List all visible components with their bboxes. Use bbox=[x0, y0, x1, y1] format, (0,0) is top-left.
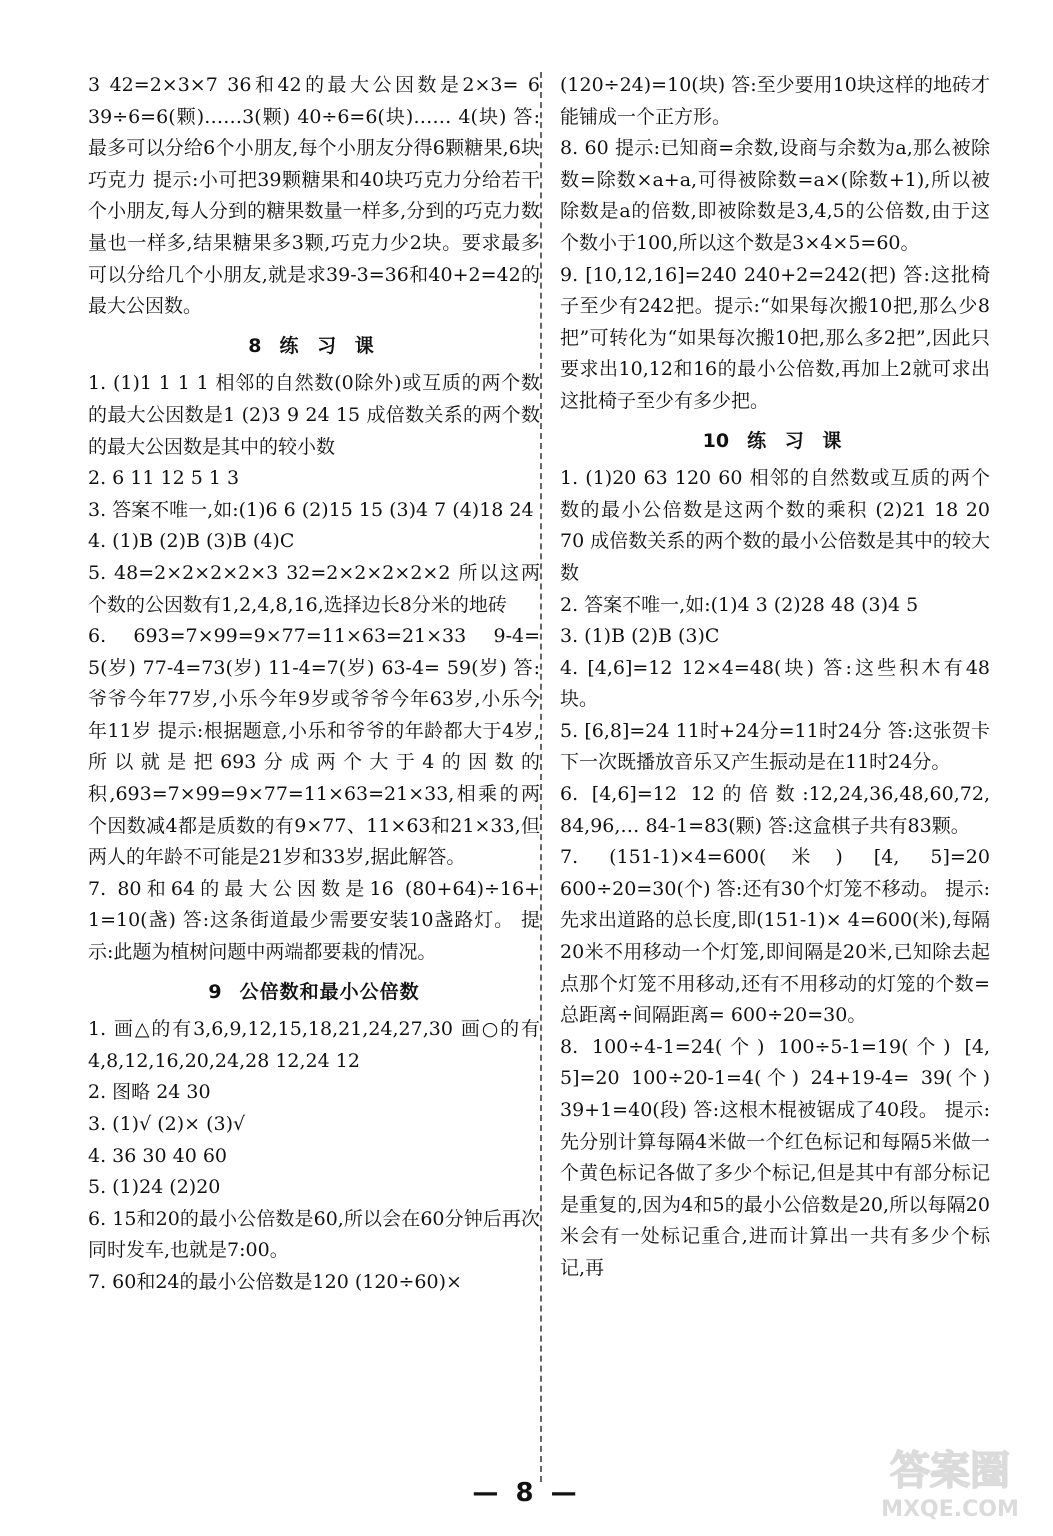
answer-item: 5. 48=2×2×2×2×3 32=2×2×2×2×2 所以这两个数的公因数有1,2,4,8,16,选择边长8分米的地砖 bbox=[88, 561, 540, 616]
answer-item: 5. [6,8]=24 11时+24分=11时24分 答:这张贺卡下一次既播放音乐又产生振动是在11时24分。 bbox=[560, 719, 990, 774]
answer-item: 4. (1)B (2)B (3)B (4)C bbox=[88, 530, 295, 553]
answer-item: 6. 15和20的最小公倍数是60,所以会在60分钟后再次同时发车,也就是7:00。 bbox=[88, 1207, 540, 1262]
column-divider bbox=[540, 72, 542, 1482]
answer-item: 4. 36 30 40 60 bbox=[88, 1144, 227, 1167]
section-heading-9 bbox=[88, 977, 540, 1009]
right-column bbox=[560, 70, 990, 1285]
answer-item: 8. 100÷4-1=24(个) 100÷5-1=19(个) [4, 5]=20 100÷20-1=4(个) 24+19-4= 39(个) 39+1=40(段) 答:这根木棍被锯成了40段。 提示:先分别计算每隔4米做一个红色标记和每隔5米做一个黄色标记各做了多少个标记,但是其中有部分标记是重复的,因为4和5的最小公倍数是20,所以每隔20米会有一处标记重合,进而计算出一共有多少个标记,再 bbox=[560, 1035, 990, 1279]
section-title: 公倍数和最小公倍数 bbox=[239, 980, 420, 1003]
answer-item: 3. 答案不唯一,如:(1)6 6 (2)15 15 (3)4 7 (4)18 24 bbox=[88, 498, 534, 521]
watermark-logo-icon bbox=[865, 1436, 1035, 1526]
answer-item: 4. [4,6]=12 12×4=48(块) 答:这些积木有48块。 bbox=[560, 656, 990, 711]
answer-item: 1. (1)1 1 1 1 相邻的自然数(0除外)或互质的两个数的最大公因数是1 (2)3 9 24 15 成倍数关系的两个数的最大公因数是其中的较小数 bbox=[88, 372, 540, 458]
answer-paragraph: 3 42=2×3×7 36和42的最大公因数是2×3= 6 39÷6=6(颗)……3(颗) 40÷6=6(块)…… 4(块) 答:最多可以分给6个小朋友,每个小朋友分得6颗糖果,6块巧克力 提示:小可把39颗糖果和40块巧克力分给若干个小朋友,每人分到的糖果数量一样多,分到的巧克力数量也一样多,结果糖果多3颗,巧克力少2块。要求最多可以分给几个小朋友,就是求39-3=36和40+2=42的最大公因数。 bbox=[88, 74, 540, 318]
answer-item: 5. (1)24 (2)20 bbox=[88, 1176, 221, 1199]
section-number: 8 bbox=[248, 334, 262, 357]
section-title: 练 习 课 bbox=[747, 429, 848, 452]
watermark-top-text: 答案圈 bbox=[890, 1448, 1010, 1494]
answer-item: 3. (1)B (2)B (3)C bbox=[560, 625, 720, 648]
answer-item: 9. [10,12,16]=240 240+2=242(把) 答:这批椅子至少有242把。提示:“如果每次搬10把,那么少8把”可转化为“如果每次搬10把,那么多2把”,因此只要求出10,12和16的最小公倍数,再加上2就可求出这批椅子至少有多少把。 bbox=[560, 263, 990, 412]
answer-item: 1. (1)20 63 120 60 相邻的自然数或互质的两个数的最小公倍数是这两个数的乘积 (2)21 18 20 70 成倍数关系的两个数的最小公倍数是其中的较大数 bbox=[560, 467, 990, 584]
answer-item: 6. [4,6]=12 12的倍数:12,24,36,48,60,72, 84,96,… 84-1=83(颗) 答:这盒棋子共有83颗。 bbox=[560, 783, 990, 837]
section-number: 10 bbox=[702, 429, 730, 452]
answer-item: 2. 6 11 12 5 1 3 bbox=[88, 467, 240, 490]
answer-item: 8. 60 提示:已知商=余数,设商与余数为a,那么被除数=除数×a+a,可得被除数=a×(除数+1),所以被除数是a的倍数,即被除数是3,4,5的公倍数,由于这个数小于100,所以这个数是3×4×5=60。 bbox=[560, 137, 990, 254]
answer-item: 1. 画△的有3,6,9,12,15,18,21,24,27,30 画○的有4,8,12,16,20,24,28 12,24 12 bbox=[88, 1018, 540, 1072]
section-heading-8 bbox=[88, 331, 540, 363]
section-title: 练 习 课 bbox=[279, 334, 380, 357]
answer-item: 6. 693=7×99=9×77=11×63=21×33 9-4= 5(岁) 77-4=73(岁) 11-4=7(岁) 63-4= 59(岁) 答:爷爷今年77岁,小乐今年9岁或爷爷今年63岁,小乐今年11岁 提示:根据题意,小乐和爷爷的年龄都大于4岁,所以就是把693分成两个大于4的因数的积,693=7×99=9×77=11×63=21×33,相乘的两个因数减4都是质数的有9×77、11×63和21×33,但两人的年龄不可能是21岁和33岁,据此解答。 bbox=[88, 625, 540, 869]
section-heading-10 bbox=[560, 426, 990, 458]
watermark-bottom-text: MXQE.COM bbox=[881, 1497, 1019, 1522]
answer-paragraph: (120÷24)=10(块) 答:至少要用10块这样的地砖才能铺成一个正方形。 bbox=[560, 74, 990, 128]
page-number: — 8 — bbox=[472, 1478, 581, 1508]
answer-item: 2. 答案不唯一,如:(1)4 3 (2)28 48 (3)4 5 bbox=[560, 593, 919, 616]
answer-item: 7. 80和64的最大公因数是16 (80+64)÷16+ 1=10(盏) 答:这条街道最少需要安装10盏路灯。 提示:此题为植树问题中两端都要栽的情况。 bbox=[88, 877, 540, 964]
answer-item: 2. 图略 24 30 bbox=[88, 1081, 211, 1104]
answer-item: 7. (151-1)×4=600(米) [4, 5]=20 600÷20=30(个) 答:还有30个灯笼不移动。 提示:先求出道路的总长度,即(151-1)× 4=600(米),每隔20米不用移动一个灯笼,即间隔是20米,已知除去起点那个灯笼不用移动,还有不用移动的灯笼的个数=总距离÷间隔距离= 600÷20=30。 bbox=[560, 846, 990, 1027]
left-column bbox=[88, 70, 540, 1299]
section-number: 9 bbox=[208, 980, 222, 1003]
answer-item: 3. (1)√ (2)× (3)√ bbox=[88, 1113, 246, 1135]
answer-item: 7. 60和24的最小公倍数是120 (120÷60)× bbox=[88, 1270, 462, 1293]
